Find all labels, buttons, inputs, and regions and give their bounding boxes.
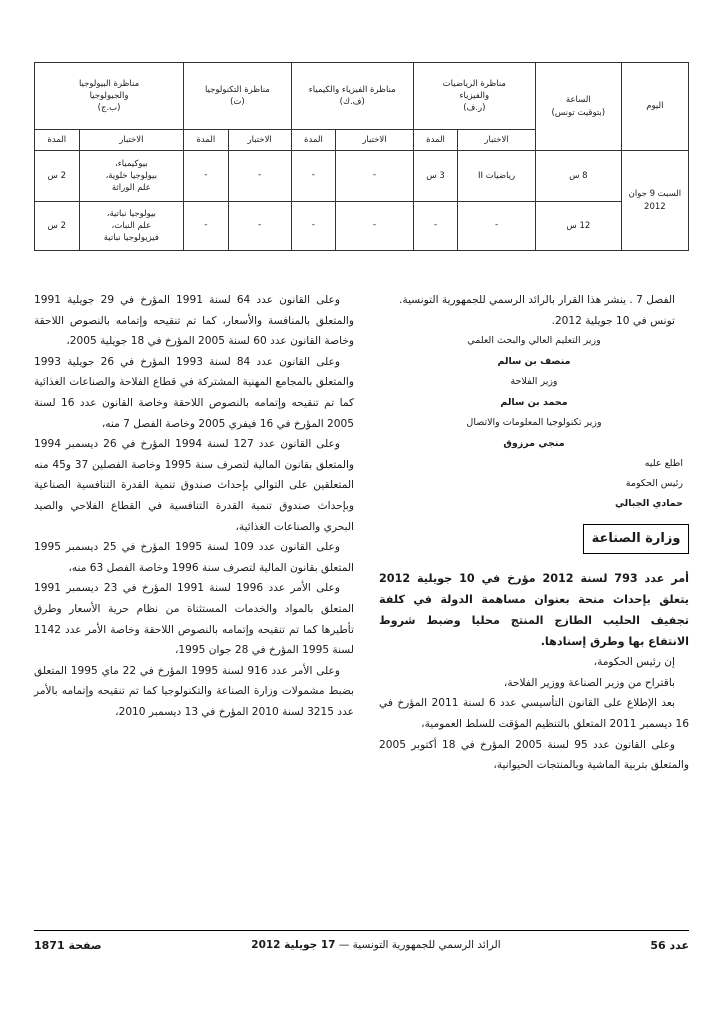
- pm-signoff: [379, 454, 689, 514]
- c4-exam-line: فيزيولوجيا نباتية: [103, 233, 159, 244]
- order-title: أمر عدد 793 لسنة 2012 مؤرخ في 10 جويلية 2012 يتعلق بإحداث منحة بعنوان مساهمة الدولة في كلفة تجفيف الحليب الطازج المنتج محليا وضبط شروط الانتفاع بها وطرق إسنادها.: [379, 572, 689, 649]
- comp4-header: [35, 63, 184, 130]
- time-header-note: (بتوقيت تونس): [551, 107, 606, 118]
- journal-date: 17 جويلية 2012: [251, 939, 336, 951]
- c3-exam-cell: -: [228, 202, 291, 251]
- signer-title: وزير الفلاحة: [510, 376, 558, 388]
- c2-exam-cell: -: [336, 202, 414, 251]
- c4-duration-cell: 2 س: [35, 151, 80, 202]
- c1-exam-cell: -: [458, 202, 536, 251]
- day-year: 2012: [644, 201, 666, 212]
- journal-line: [251, 939, 500, 951]
- comp1-title: مناظرة الرياضيات: [442, 78, 506, 89]
- comp3-code: (ت): [230, 97, 245, 107]
- page-number: صفحة 1871: [34, 938, 102, 952]
- comp4-title: مناظرة البيولوجيا: [78, 78, 140, 89]
- pm-title: رئيس الحكومة: [625, 478, 683, 490]
- c1-duration-cell: -: [413, 202, 457, 251]
- c3-duration-cell: -: [184, 202, 228, 251]
- c1-duration-cell: 3 س: [413, 151, 457, 202]
- comp2-code: (ف.ك): [339, 97, 365, 107]
- comp2-title: مناظرة الفيزياء والكيمياء: [308, 84, 396, 95]
- comp1-code: (ر.ف): [463, 103, 486, 114]
- time-cell: 12 س: [535, 202, 621, 251]
- c4-duration-cell: 2 س: [35, 202, 80, 251]
- signer-name: منصف بن سالم: [497, 355, 571, 367]
- signer-title: وزير تكنولوجيا المعلومات والاتصال: [466, 417, 602, 429]
- c3-duration-cell: -: [184, 151, 228, 202]
- comp1-title2: والفيزياء: [459, 90, 490, 101]
- comp1-exam-header: الاختبار: [458, 130, 536, 151]
- c4-exam-line: علم النبات،: [111, 220, 152, 231]
- paragraph: باقتراح من وزير الصناعة ووزير الفلاحة،: [503, 676, 675, 689]
- paragraph: وعلى القانون عدد 127 لسنة 1994 المؤرخ في 26 ديسمبر 1994 والمتعلق بقانون المالية لتصرف سنة 1995 وخاصة الفصلين 37 و45 منه المتعلقين على التوالي بإحداث صندوق تنمية القدرة التنافسية الصناعية وبإحداث صندوق تنمية القدرة التنافسية في القطاع الفلاحي والصيد البحري والصناعات الغذائية،: [34, 438, 355, 533]
- day-value: السبت 9 جوان: [628, 189, 682, 200]
- signer-name: منجي مرزوق: [503, 437, 565, 449]
- day-header: اليوم: [621, 63, 688, 151]
- c2-exam-cell: -: [336, 151, 414, 202]
- comp2-exam-header: الاختبار: [336, 130, 414, 151]
- comp2-duration-header: المدة: [291, 130, 335, 151]
- signer-name: محمد بن سالم: [500, 396, 568, 408]
- exam-schedule-table: [34, 62, 689, 251]
- comp3-title: مناظرة التكنولوجيا: [204, 84, 270, 95]
- table-header-row: [35, 63, 689, 130]
- journal-name: الرائد الرسمي للجمهورية التونسية —: [338, 939, 501, 951]
- paragraph: وعلى الأمر عدد 1996 لسنة 1991 المؤرخ في 23 ديسمبر 1991 المتعلق بالمواد والخدمات المستثناة من نظام حرية الأسعار وطرق تأطيرها كما تم تنقيحه وإتمامه بالنصوص اللاحقة وخاصة الأمر عدد 1142 لسنة 1995 المؤرخ في 28 جوان 1995،: [34, 582, 354, 657]
- comp3-duration-header: المدة: [184, 130, 228, 151]
- issue-number: عدد 56: [650, 938, 689, 952]
- decree-date: تونس في 10 جويلية 2012.: [551, 314, 675, 327]
- signer-title: وزير التعليم العالي والبحث العلمي: [467, 335, 601, 347]
- paragraph: وعلى القانون عدد 95 لسنة 2005 المؤرخ في 18 أكتوبر 2005 والمتعلق بتربية الماشية وبالمنتجات الحيوانية،: [379, 738, 689, 772]
- comp4-exam-header: الاختبار: [79, 130, 184, 151]
- table-row: [35, 151, 689, 202]
- day-cell: [621, 151, 688, 251]
- c4-exam-line: بيوكيمياء،: [114, 158, 148, 169]
- c4-exam-line: بيولوجيا خلوية،: [105, 170, 158, 181]
- time-header: [535, 63, 621, 151]
- time-cell: 8 س: [535, 151, 621, 202]
- c4-exam-cell: [79, 202, 184, 251]
- c2-duration-cell: -: [291, 202, 335, 251]
- paragraph: وعلى القانون عدد 64 لسنة 1991 المؤرخ في 29 جويلية 1991 والمتعلق بالمنافسة والأسعار، كما تم تنقيحه وإتمامه بالنصوص اللاحقة وخاصة القانون عدد 60 لسنة 2005 المؤرخ في 18 جويلية 2005،: [34, 294, 354, 348]
- article-7: الفصل 7 . ينشر هذا القرار بالرائد الرسمي للجمهورية التونسية.: [399, 294, 675, 306]
- comp1-duration-header: المدة: [413, 130, 457, 151]
- c4-exam-cell: [79, 151, 184, 202]
- comp3-header: [184, 63, 292, 130]
- comp1-header: [413, 63, 535, 130]
- paragraph: بعد الإطلاع على القانون التأسيسي عدد 6 لسنة 2011 المؤرخ في 16 ديسمبر 2011 المتعلق بالتنظيم المؤقت للسلط العمومية،: [379, 697, 689, 730]
- c2-duration-cell: -: [291, 151, 335, 202]
- page-footer: [34, 930, 689, 959]
- ministry-heading: وزارة الصناعة: [583, 524, 689, 554]
- comp2-header: [291, 63, 413, 130]
- comp4-duration-header: المدة: [35, 130, 80, 151]
- c4-exam-line: بيولوجيا نباتية،: [106, 208, 156, 219]
- seen-label: اطلع عليه: [644, 458, 683, 470]
- paragraph: وعلى الأمر عدد 916 لسنة 1995 المؤرخ في 22 ماي 1995 المتعلق بضبط مشمولات وزارة الصناعة والتكنولوجيا كما تم تنقيحه وإتمامه بالأمر عدد 3215 لسنة 2010 المؤرخ في 13 ديسمبر 2010،: [34, 664, 354, 718]
- pm-name: حمادي الجبالي: [615, 498, 683, 510]
- c4-exam-line: علم الوراثة: [111, 183, 151, 194]
- paragraph: إن رئيس الحكومة،: [593, 656, 675, 669]
- paragraph: وعلى القانون عدد 109 لسنة 1995 المؤرخ في 25 ديسمبر 1995 المتعلق بقانون المالية لتصرف سنة 1996 وخاصة الفصل 63 منه،: [34, 541, 354, 574]
- comp3-exam-header: الاختبار: [228, 130, 291, 151]
- comp4-code: (ب.ج): [97, 103, 121, 114]
- left-column: [34, 290, 354, 722]
- page: [34, 62, 689, 772]
- signatures: [379, 331, 689, 454]
- c3-exam-cell: -: [228, 151, 291, 202]
- right-column: [379, 290, 689, 776]
- c1-exam-cell: رياضيات II: [458, 151, 536, 202]
- time-header-label: الساعة: [565, 95, 591, 106]
- paragraph: وعلى القانون عدد 84 لسنة 1993 المؤرخ في 26 جويلية 1993 والمتعلق بالمجامع المهنية المشتركة في قطاع الفلاحة والصناعات الغذائية كما تم تنقيحه وإتمامه بالنصوص اللاحقة وخاصة القانون عدد 16 لسنة 2005 المؤرخ في 16 فيفري 2005 وخاصة الفصل 7 منه،: [34, 355, 354, 430]
- table-row: [35, 202, 689, 251]
- comp4-title2: والجيولوجيا: [89, 90, 129, 101]
